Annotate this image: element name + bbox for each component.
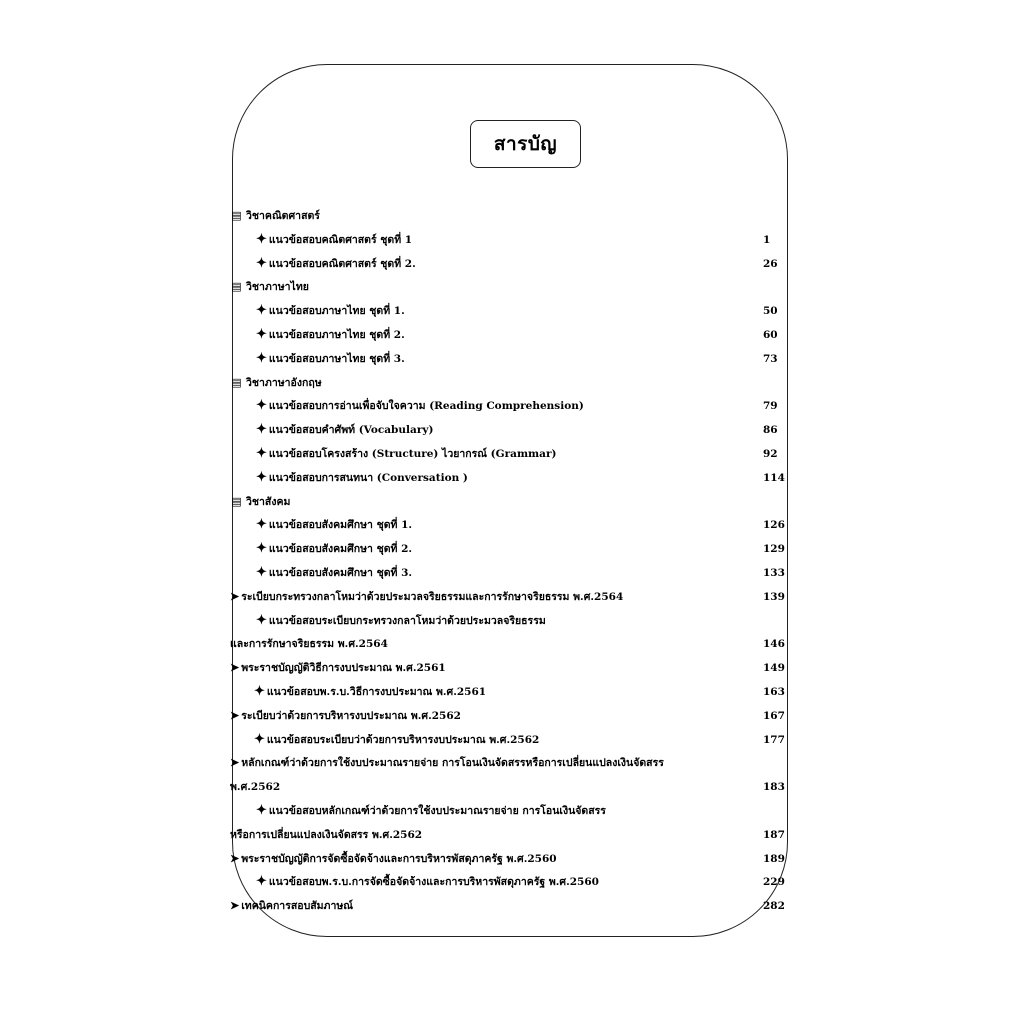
toc-entry-text: วิชาสังคม: [246, 495, 291, 508]
toc-entry-text: และการรักษาจริยธรรม พ.ศ.2564: [230, 638, 388, 651]
toc-entry-text: แนวข้อสอบโครงสร้าง (Structure) ไวยากรณ์ (Grammar): [268, 448, 557, 460]
toc-entry-label: [256, 323, 405, 347]
toc-row: [230, 799, 790, 823]
toc-entry-label: [254, 680, 486, 704]
toc-entry-text: แนวข้อสอบสังคมศึกษา ชุดที่ 3.: [268, 567, 413, 579]
toc-entry-text: พระราชบัญญัติวิธีการงบประมาณ พ.ศ.2561: [241, 662, 446, 675]
toc-entry-label: [230, 371, 322, 395]
toc-entry-label: [230, 656, 446, 680]
toc-entry-label: [230, 823, 422, 847]
toc-entry-text: เทคนิคการสอบสัมภาษณ์: [241, 900, 354, 913]
toc-page-number: 79: [763, 400, 778, 413]
four-pointed-star-icon: ✦: [256, 231, 267, 247]
toc-entry-label: [256, 299, 405, 323]
toc-page-number: 26: [763, 257, 778, 270]
toc-row: [230, 299, 790, 323]
toc-page-number: 139: [763, 590, 785, 603]
four-pointed-star-icon: ✦: [256, 565, 267, 580]
toc-row: [230, 704, 790, 728]
toc-row: [230, 632, 790, 656]
toc-row: [230, 347, 790, 371]
toc-row: [230, 394, 790, 418]
arrowhead-icon: ➤: [230, 756, 240, 770]
arrowhead-icon: ➤: [230, 661, 240, 675]
toc-row: [230, 204, 790, 228]
toc-entry-label: [256, 609, 546, 633]
toc-row: [230, 585, 790, 609]
toc-entry-label: [230, 894, 353, 918]
toc-entry-text: แนวข้อสอบคณิตศาสตร์ ชุดที่ 2.: [268, 257, 416, 270]
four-pointed-star-icon: ✦: [256, 874, 267, 890]
toc-entry-text: วิชาภาษาไทย: [246, 281, 309, 294]
four-pointed-star-icon: ✦: [256, 303, 267, 319]
four-pointed-star-icon: ✦: [256, 517, 267, 533]
toc-row: [230, 561, 790, 585]
toc-entry-text: แนวข้อสอบคณิตศาสตร์ ชุดที่ 1: [268, 233, 413, 246]
page-title: สารบัญ: [470, 120, 581, 168]
toc-page-number: 73: [763, 352, 778, 365]
notebook-icon: ▤: [231, 375, 242, 389]
toc-row: [230, 728, 790, 752]
toc-row: [230, 537, 790, 561]
toc-page-number: 187: [763, 828, 785, 841]
toc-page-number: 146: [763, 638, 785, 651]
toc-entry-text: แนวข้อสอบระเบียบกระทรวงกลาโหมว่าด้วยประมวลจริยธรรม: [268, 614, 546, 627]
toc-page-number: 189: [763, 852, 785, 865]
four-pointed-star-icon: ✦: [256, 541, 267, 557]
toc-page-number: 149: [763, 662, 785, 675]
toc-entry-label: [256, 537, 412, 561]
toc-entry-text: ระเบียบกระทรวงกลาโหมว่าด้วยประมวลจริยธรรมและการรักษาจริยธรรม พ.ศ.2564: [241, 590, 624, 603]
toc-entry-text: แนวข้อสอบการอ่านเพื่อจับใจความ (Reading Comprehension): [268, 400, 584, 413]
toc-row: [230, 656, 790, 680]
toc-entry-text: แนวข้อสอบภาษาไทย ชุดที่ 2.: [268, 329, 405, 341]
toc-row: [230, 823, 790, 847]
toc-entry-text: แนวข้อสอบภาษาไทย ชุดที่ 3.: [268, 352, 405, 365]
toc-page-number: 114: [763, 471, 785, 484]
toc-page-number: 129: [763, 543, 785, 556]
toc-page-number: 167: [763, 709, 785, 722]
four-pointed-star-icon: ✦: [256, 469, 267, 485]
toc-page-number: 1: [763, 233, 771, 246]
toc-page-number: 60: [763, 329, 778, 341]
toc-row: [230, 894, 790, 918]
four-pointed-star-icon: ✦: [256, 350, 267, 366]
notebook-icon: ▤: [231, 494, 242, 508]
notebook-icon: ▤: [231, 280, 242, 294]
toc-page-number: 126: [763, 519, 785, 532]
toc-entry-text: แนวข้อสอบคำศัพท์ (Vocabulary): [268, 424, 434, 437]
toc-page-number: 163: [763, 686, 785, 698]
toc-page-number: 92: [763, 448, 778, 460]
toc-entry-label: [230, 847, 557, 871]
toc-row: [230, 466, 790, 490]
toc-entry-label: [254, 728, 539, 752]
toc-entry-label: [230, 490, 290, 514]
toc-row: [230, 870, 790, 894]
toc-entry-label: [256, 347, 405, 371]
toc-row: [230, 680, 790, 704]
toc-page-number: 229: [763, 876, 785, 889]
toc-entry-label: [256, 394, 584, 418]
toc-entry-label: [256, 418, 433, 442]
toc-entry-label: [256, 252, 416, 276]
toc-entry-label: [256, 799, 606, 823]
toc-row: [230, 847, 790, 871]
toc-entry-label: [256, 442, 556, 466]
four-pointed-star-icon: ✦: [256, 446, 267, 461]
toc-page-number: 133: [763, 567, 785, 579]
toc-entry-label: [230, 204, 320, 228]
four-pointed-star-icon: ✦: [256, 255, 267, 271]
toc-row: [230, 751, 790, 775]
toc-entry-label: [256, 466, 468, 490]
four-pointed-star-icon: ✦: [256, 327, 267, 342]
toc-entry-label: [230, 275, 309, 299]
toc-entry-label: [230, 751, 664, 775]
arrowhead-icon: ➤: [230, 851, 240, 865]
toc-page-number: 86: [763, 424, 778, 437]
toc-entry-text: แนวข้อสอบสังคมศึกษา ชุดที่ 2.: [268, 543, 413, 556]
toc-entry-text: แนวข้อสอบพ.ร.บ.วิธีการงบประมาณ พ.ศ.2561: [266, 686, 487, 698]
toc-row: [230, 252, 790, 276]
toc-entry-label: [256, 561, 412, 585]
toc-entry-text: พ.ศ.2562: [230, 781, 281, 794]
toc-entry-text: ระเบียบว่าด้วยการบริหารงบประมาณ พ.ศ.2562: [241, 709, 461, 722]
toc-entry-text: หรือการเปลี่ยนแปลงเงินจัดสรร พ.ศ.2562: [230, 828, 423, 841]
four-pointed-star-icon: ✦: [256, 398, 267, 414]
toc-page-number: 177: [763, 733, 785, 746]
toc-entry-label: [230, 585, 623, 609]
toc-row: [230, 371, 790, 395]
toc-entry-text: แนวข้อสอบระเบียบว่าด้วยการบริหารงบประมาณ พ.ศ.2562: [266, 733, 540, 746]
toc-entry-text: วิชาคณิตศาสตร์: [246, 210, 320, 222]
toc-page-number: 282: [763, 900, 785, 913]
notebook-icon: ▤: [231, 209, 242, 222]
toc-row: [230, 323, 790, 347]
toc-row: [230, 442, 790, 466]
arrowhead-icon: ➤: [230, 589, 240, 603]
four-pointed-star-icon: ✦: [256, 612, 267, 628]
toc-entry-text: วิชาภาษาอังกฤษ: [246, 376, 322, 389]
toc-entry-label: [256, 228, 412, 252]
toc-entry-text: พระราชบัญญัติการจัดซื้อจัดจ้างและการบริหารพัสดุภาครัฐ พ.ศ.2560: [241, 852, 557, 865]
four-pointed-star-icon: ✦: [256, 803, 267, 818]
toc-entry-label: [256, 870, 599, 894]
four-pointed-star-icon: ✦: [254, 731, 265, 747]
toc-row: [230, 513, 790, 537]
toc-entry-text: แนวข้อสอบหลักเกณฑ์ว่าด้วยการใช้งบประมาณรายจ่าย การโอนเงินจัดสรร: [268, 805, 606, 817]
toc-entry-text: แนวข้อสอบพ.ร.บ.การจัดซื้อจัดจ้างและการบริหารพัสดุภาครัฐ พ.ศ.2560: [268, 876, 599, 889]
toc-entry-text: แนวข้อสอบการสนทนา (Conversation ): [268, 471, 468, 484]
toc-entry-label: [230, 704, 461, 728]
toc-page-number: 183: [763, 781, 785, 794]
toc-row: [230, 609, 790, 633]
toc-page-number: 50: [763, 305, 778, 318]
toc-row: [230, 775, 790, 799]
toc-row: [230, 275, 790, 299]
toc-entry-label: [230, 632, 388, 656]
toc-entry-text: แนวข้อสอบภาษาไทย ชุดที่ 1.: [268, 305, 405, 318]
arrowhead-icon: ➤: [230, 708, 240, 722]
toc-entry-text: หลักเกณฑ์ว่าด้วยการใช้งบประมาณรายจ่าย การโอนเงินจัดสรรหรือการเปลี่ยนแปลงเงินจัดสรร: [241, 757, 664, 770]
toc-row: [230, 228, 790, 252]
arrowhead-icon: ➤: [230, 899, 240, 913]
toc-entry-label: [230, 775, 280, 799]
four-pointed-star-icon: ✦: [256, 422, 267, 438]
toc-entry-text: แนวข้อสอบสังคมศึกษา ชุดที่ 1.: [268, 519, 413, 532]
toc-entry-label: [256, 513, 412, 537]
toc-row: [230, 418, 790, 442]
toc-row: [230, 490, 790, 514]
four-pointed-star-icon: ✦: [254, 684, 265, 699]
